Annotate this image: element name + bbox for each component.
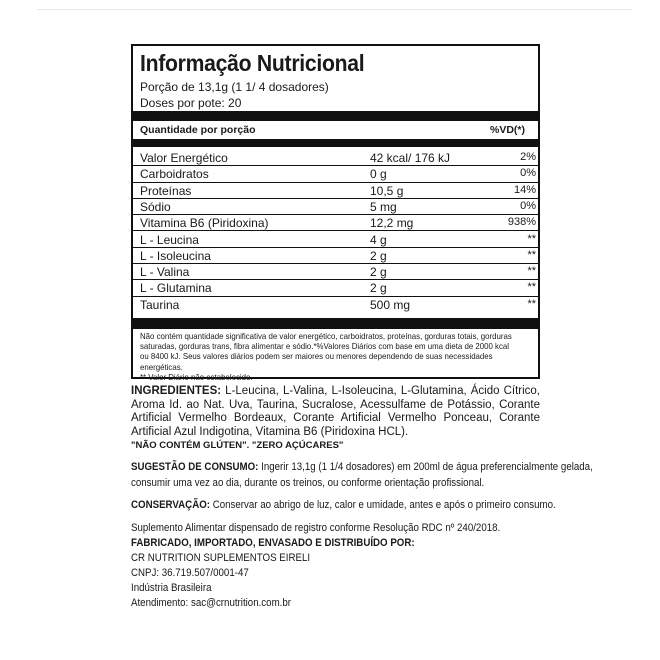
table-row [133,232,538,248]
manufacturer-label [131,537,415,549]
ingredients-block [131,385,540,439]
nutrient-amount: 4 g [370,232,387,247]
nutrient-name: L - Leucina [140,232,199,247]
nutrient-vd: 938% [507,216,536,229]
thick-rule-middle [133,139,538,147]
allergen-notice: "NÃO CONTÉM GLÚTEN". "ZERO AÇÚCARES" [131,440,344,451]
nutrient-vd: 2% [520,151,536,163]
table-row [133,297,538,313]
footnote-text: Não contém quantidade significativa de valor energético, carboidratos, proteínas, gorduras totais, gorduras saturadas, gorduras trans, fibra alimentar e sódio.*%Valores Diários com base em uma dieta de 2000 kcal ou 8400 kJ. Seus valores diários podem ser maiores ou menores dependendo de suas necessidades energéticas. [140,332,512,372]
nutrient-name: L - Glutamina [140,281,212,296]
table-row [133,150,538,166]
nutrient-name: Vitamina B6 (Piridoxina) [140,216,269,231]
nutrient-name: Sódio [140,199,171,214]
thick-rule-top [133,111,538,121]
conservation-label: CONSERVAÇÃO: [131,499,211,511]
nutrient-name: Valor Energético [140,151,228,165]
suggestion-line-1 [131,461,593,473]
nutrient-amount: 2 g [370,248,387,263]
suggestion-text-1: Ingerir 13,1g (1 1/4 dosadores) em 200ml de água preferencialmente gelada, [261,461,593,473]
company-name: CR NUTRITION SUPLEMENTOS EIRELI [131,552,311,564]
table-row [133,199,538,215]
nutrient-vd: ** [527,281,536,294]
nutrient-vd: ** [527,232,536,245]
nutrient-amount: 12,2 mg [370,216,414,231]
cnpj-text: CNPJ: 36.719.507/0001-47 [131,567,249,579]
nutrient-amount: 500 mg [370,297,411,312]
nutrient-name: Carboidratos [140,167,209,182]
table-row [133,280,538,296]
origin-text: Indústria Brasileira [131,582,212,594]
top-divider [37,9,632,10]
nutrient-name: Proteínas [140,183,192,198]
nutrient-amount: 10,5 g [370,183,404,198]
nutrient-vd: 0% [520,199,536,212]
conservation-line [131,499,556,511]
table-row [133,215,538,231]
contact-text: Atendimento: sac@crnutrition.com.br [131,597,292,609]
nutrient-amount: 0 g [370,167,387,182]
nutrient-vd: 0% [520,167,536,180]
nutrient-amount: 5 mg [370,199,397,214]
nutrient-amount: 42 kcal/ 176 kJ [370,151,451,165]
nutrient-amount: 2 g [370,281,387,296]
suggestion-label: SUGESTÃO DE CONSUMO: [131,461,259,473]
table-row [133,166,538,182]
footnote-secondary: ** Valor Diário não estabelecido. [140,372,253,382]
nutrient-vd: ** [527,248,536,261]
table-row [133,183,538,199]
nutrient-vd: ** [527,297,536,310]
nutrient-amount: 2 g [370,265,387,280]
ingredients-text: L-Leucina, L-Valina, L-Isoleucina, L-Glutamina, Ácido Cítrico, Aroma Id. ao Nat. Uva, Taurina, Sucralose, Acessulfame de Potássio, Corante Artificial Vermelho Bordeaux, Corante Artificial Vermelho Ponceau, Corante Artificial Azul Indigotina, Vitamina B6 (Piridoxina HCL). [131,385,540,438]
thick-rule-bottom [133,318,538,329]
table-row [133,248,538,264]
nutrient-vd: ** [527,265,536,278]
table-footnote [140,332,519,383]
nutrient-name: L - Valina [140,265,190,280]
portion-text: Porção de 13,1g (1 1/ 4 dosadores) [140,80,329,94]
doses-text: Doses por pote: 20 [140,96,242,110]
ingredients-label: INGREDIENTES: [131,385,222,397]
table-header-left: Quantidade por porção [140,124,256,136]
suggestion-line-2: consumir uma vez ao dia, durante os treinos, ou conforme orientação profissional. [131,477,485,489]
table-header-right: %VD(*) [490,124,526,136]
table-row [133,264,538,280]
nutrient-name: L - Isoleucina [140,248,211,263]
panel-title: Informação Nutricional [140,50,365,76]
nutrient-name: Taurina [140,297,180,312]
nutrient-vd: 14% [513,183,536,196]
conservation-text: Conservar ao abrigo de luz, calor e umidade, antes e após o primeiro consumo. [212,499,556,511]
registration-text: Suplemento Alimentar dispensado de registro conforme Resolução RDC nº 240/2018. [131,522,501,534]
manufacturer-label-text: FABRICADO, IMPORTADO, ENVASADO E DISTRIBUÍDO POR: [131,537,415,549]
